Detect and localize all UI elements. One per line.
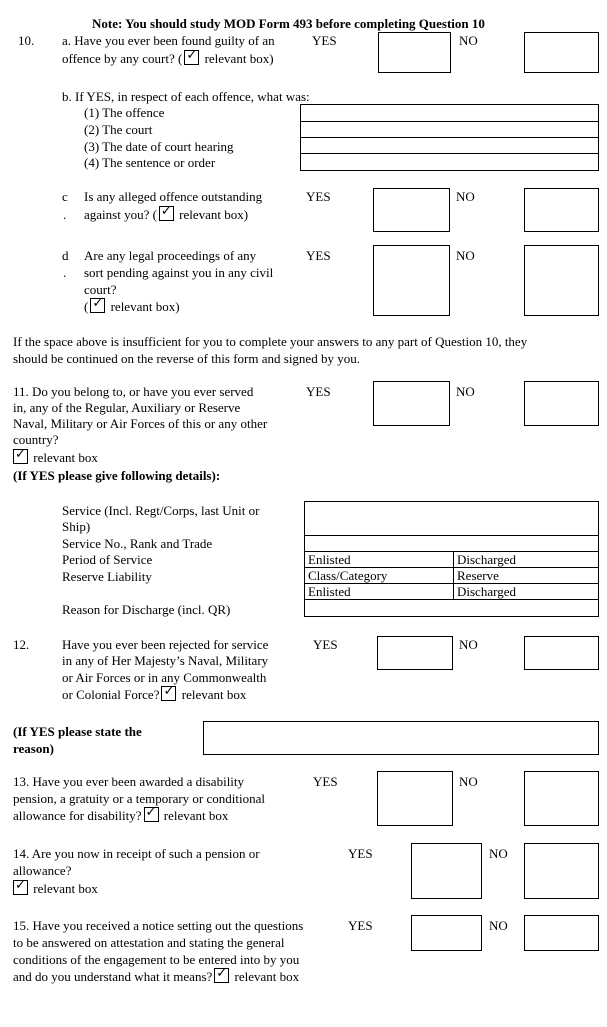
- q13-yes-box[interactable]: [377, 771, 453, 826]
- q14-no-box[interactable]: [524, 843, 599, 899]
- q12-number: 12.: [13, 637, 30, 652]
- q15-line1: 15. Have you received a notice setting out the questions: [13, 918, 304, 933]
- q15-yes-box[interactable]: [411, 915, 482, 951]
- q10d-no-label: NO: [456, 248, 475, 263]
- checkmark-icon: [90, 298, 105, 313]
- q11-label-service-no: Service No., Rank and Trade: [62, 536, 213, 551]
- checkmark-icon: [159, 206, 174, 221]
- q10c-letter: c: [62, 189, 68, 204]
- q12-no-label: NO: [459, 637, 478, 652]
- q12-reason-field[interactable]: [203, 721, 599, 755]
- q11-label-period: Period of Service: [62, 552, 153, 567]
- q14-line2: allowance?: [13, 863, 72, 878]
- q11-line3: Naval, Military or Air Forces of this or any other: [13, 416, 268, 431]
- q12-no-box[interactable]: [524, 636, 599, 670]
- q13-line1: 13. Have you ever been awarded a disability: [13, 774, 245, 789]
- insufficient-note-line1: If the space above is insufficient for you to complete your answers to any part of Question 10, they: [13, 334, 528, 349]
- q10c-line1: Is any alleged offence outstanding: [84, 189, 263, 204]
- q10a-yes-label: YES: [312, 33, 337, 48]
- q15-line2: to be answered on attestation and stating the general: [13, 935, 285, 950]
- q10a-line1: a. Have you ever been found guilty of an: [62, 33, 275, 48]
- q10b-sentence-field[interactable]: [300, 153, 599, 171]
- q10d-yes-label: YES: [306, 248, 331, 263]
- q10-number: 10.: [18, 33, 35, 48]
- q11-line2: in, any of the Regular, Auxiliary or Reserve: [13, 400, 241, 415]
- q10b-item-court: (2) The court: [84, 122, 153, 137]
- q11-label-reserve: Reserve Liability: [62, 569, 152, 584]
- q12-line3: or Air Forces or in any Commonwealth: [62, 670, 267, 685]
- q10b-item-offence: (1) The offence: [84, 105, 165, 120]
- q10c-yes-box[interactable]: [373, 188, 450, 232]
- q15-line4: and do you understand what it means?✓ relevant box: [13, 968, 299, 985]
- q13-no-box[interactable]: [524, 771, 599, 826]
- checkmark-icon: [13, 449, 28, 464]
- checkmark-icon: [214, 968, 229, 983]
- q14-yes-label: YES: [348, 846, 373, 861]
- q10c-yes-label: YES: [306, 189, 331, 204]
- q11-reserve-enlisted-cell[interactable]: Enlisted: [304, 583, 454, 600]
- q11-details-heading: (If YES please give following details):: [13, 468, 221, 483]
- q10b-intro: b. If YES, in respect of each offence, what was:: [62, 89, 310, 104]
- q10d-dot: .: [63, 265, 67, 280]
- q10c-dot: .: [63, 207, 67, 222]
- checkmark-icon: [184, 50, 199, 65]
- q10b-court-field[interactable]: [300, 121, 599, 138]
- q11-no-box[interactable]: [524, 381, 599, 426]
- q11-enlisted-cell[interactable]: Enlisted: [304, 551, 454, 568]
- q12-yes-label: YES: [313, 637, 338, 652]
- q11-reserve-cell[interactable]: Reserve: [453, 567, 599, 584]
- q12-line1: Have you ever been rejected for service: [62, 637, 269, 652]
- q15-line3: conditions of the engagement to be entered into by you: [13, 952, 300, 967]
- q11-discharged-cell[interactable]: Discharged: [453, 551, 599, 568]
- form-note: Note: You should study MOD Form 493 before completing Question 10: [92, 16, 485, 31]
- q10b-item-sentence: (4) The sentence or order: [84, 155, 216, 170]
- q11-yes-label: YES: [306, 384, 331, 399]
- checkmark-icon: [13, 880, 28, 895]
- q15-no-box[interactable]: [524, 915, 599, 951]
- q12-reason-label2: reason): [13, 741, 54, 756]
- q11-line1: 11. Do you belong to, or have you ever served: [13, 384, 254, 399]
- q10d-letter: d: [62, 248, 69, 263]
- q12-line2: in any of Her Majesty’s Naval, Military: [62, 653, 269, 668]
- q11-label-service2: Ship): [62, 519, 91, 534]
- q13-line2: pension, a gratuity or a temporary or conditional: [13, 791, 265, 806]
- q11-label-discharge: Reason for Discharge (incl. QR): [62, 602, 231, 617]
- insufficient-note-line2: should be continued on the reverse of this form and signed by you.: [13, 351, 360, 366]
- q13-line3: allowance for disability?✓ relevant box: [13, 807, 228, 824]
- q11-service-no-field[interactable]: [304, 535, 599, 552]
- q10d-line1: Are any legal proceedings of any: [84, 248, 257, 263]
- q10a-no-label: NO: [459, 33, 478, 48]
- q13-no-label: NO: [459, 774, 478, 789]
- q10a-yes-box[interactable]: [378, 32, 451, 73]
- q10c-no-label: NO: [456, 189, 475, 204]
- q11-line4: country?: [13, 432, 59, 447]
- q10b-item-date: (3) The date of court hearing: [84, 139, 234, 154]
- q10d-line2: sort pending against you in any civil: [84, 265, 274, 280]
- q14-relevant-box: ✓ relevant box: [13, 880, 98, 897]
- q10d-yes-box[interactable]: [373, 245, 450, 316]
- q11-label-service1: Service (Incl. Regt/Corps, last Unit or: [62, 503, 260, 518]
- q10c-line2: against you? (✓ relevant box): [84, 206, 248, 223]
- q11-discharge-reason-field[interactable]: [304, 599, 599, 617]
- q11-yes-box[interactable]: [373, 381, 450, 426]
- q11-class-category-cell[interactable]: Class/Category: [304, 567, 454, 584]
- checkmark-icon: [144, 807, 159, 822]
- q10a-no-box[interactable]: [524, 32, 599, 73]
- q10d-no-box[interactable]: [524, 245, 599, 316]
- q10d-line4: (✓ relevant box): [84, 298, 180, 315]
- q10a-line2: offence by any court? (✓ relevant box): [62, 50, 274, 67]
- q10c-no-box[interactable]: [524, 188, 599, 232]
- q10d-line3: court?: [84, 282, 117, 297]
- q12-yes-box[interactable]: [377, 636, 453, 670]
- q11-relevant-box: ✓ relevant box: [13, 449, 98, 466]
- q12-line4: or Colonial Force?✓ relevant box: [62, 686, 246, 703]
- q11-service-field[interactable]: [304, 501, 599, 536]
- q14-no-label: NO: [489, 846, 508, 861]
- q11-reserve-discharged-cell[interactable]: Discharged: [453, 583, 599, 600]
- q15-yes-label: YES: [348, 918, 373, 933]
- q14-line1: 14. Are you now in receipt of such a pension or: [13, 846, 260, 861]
- q13-yes-label: YES: [313, 774, 338, 789]
- q14-yes-box[interactable]: [411, 843, 482, 899]
- q15-no-label: NO: [489, 918, 508, 933]
- q11-no-label: NO: [456, 384, 475, 399]
- q10b-date-field[interactable]: [300, 137, 599, 154]
- checkmark-icon: [161, 686, 176, 701]
- q12-reason-label1: (If YES please state the: [13, 724, 142, 739]
- q10b-offence-field[interactable]: [300, 104, 599, 122]
